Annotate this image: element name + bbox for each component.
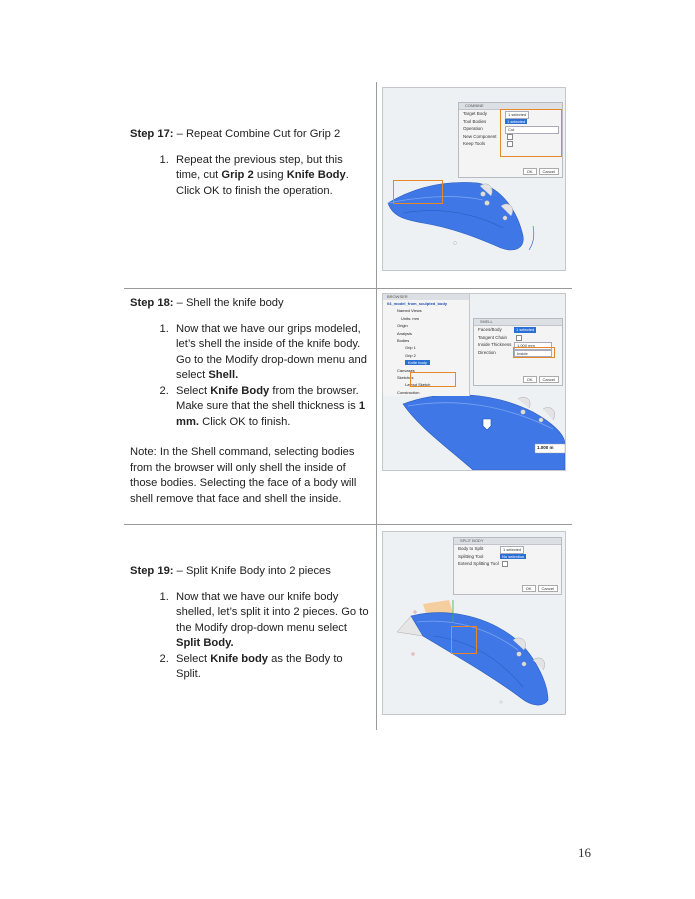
browser-item[interactable]: Grip 2 — [405, 352, 416, 358]
dialog-header: SHELL — [474, 319, 562, 326]
inside-thickness-row[interactable]: Inside Thickness 1.000 mm — [474, 341, 562, 349]
dialog-header: COMBINE — [459, 103, 562, 110]
row-divider — [124, 288, 572, 289]
step-instructions — [130, 590, 370, 683]
highlight-box — [410, 372, 456, 387]
step-label: Step 17: — [130, 128, 174, 140]
new-component-row[interactable]: New Component — [459, 133, 562, 141]
cancel-button[interactable]: Cancel — [539, 168, 559, 175]
dialog-buttons — [520, 585, 558, 592]
browser-item[interactable]: Named Views — [397, 308, 422, 314]
extend-splitting-tool-row[interactable]: Extend Splitting Tool — [454, 560, 561, 568]
step-title — [130, 564, 370, 580]
note-text: Note: In the Shell command, selecting bodies from the browser will only shell the inside of those bodies. Selecting the face of a body will shell remove that face and shell the inside. — [130, 446, 357, 505]
step-19-text — [130, 564, 370, 683]
keep-tools-row[interactable]: Keep Tools — [459, 140, 562, 148]
step-title — [130, 296, 370, 312]
highlight-box — [500, 109, 562, 157]
column-divider — [376, 82, 377, 730]
target-body-row[interactable]: Target Body 1 selected — [459, 110, 562, 118]
browser-item[interactable]: Bodies — [397, 337, 410, 343]
step-heading: – Split Knife Body into 2 pieces — [173, 565, 331, 577]
step-heading: – Repeat Combine Cut for Grip 2 — [173, 128, 341, 140]
checkbox-icon[interactable] — [516, 335, 522, 341]
browser-item[interactable]: Analysis — [397, 330, 412, 336]
ok-button[interactable]: OK — [523, 376, 537, 383]
instruction-item: 1. Repeat the previous step, but this time, cut Grip 2 using Knife Body. Click OK to finish the operation. — [172, 153, 370, 200]
browser-item[interactable]: Layout Sketch — [405, 382, 431, 388]
tool-bodies-row[interactable]: Tool Bodies 1 selected — [463, 118, 526, 124]
step-instructions — [130, 322, 370, 431]
browser-item[interactable]: Construction — [397, 389, 420, 395]
dialog-header: SPLIT BODY — [454, 538, 561, 545]
ok-button[interactable]: OK — [523, 168, 537, 175]
splitting-tool-row[interactable]: Splitting Tool No selection — [458, 553, 525, 559]
instruction-item: 1. Now that we have our knife body shelled, let’s split it into 2 pieces. Go to the Modify drop-down menu select Split Body. — [172, 590, 370, 652]
checkbox-icon[interactable] — [502, 561, 508, 567]
step-instructions — [130, 153, 370, 200]
step-18-text — [130, 296, 370, 507]
shell-screenshot — [382, 293, 566, 471]
browser-header: BROWSER — [383, 294, 469, 300]
instruction-item: 2. Select Knife body as the Body to Split. — [172, 652, 370, 683]
ok-button[interactable]: OK — [522, 585, 536, 592]
page-number: 16 — [578, 845, 591, 860]
browser-item-selected[interactable]: Knife body — [405, 360, 430, 365]
step-17-text — [130, 127, 370, 199]
instruction-item: 2. Select Knife Body from the browser. Make sure that the shell thickness is 1 mm. Click OK to finish. — [172, 384, 370, 431]
row-divider — [124, 524, 572, 525]
tangent-chain-row[interactable]: Tangent Chain — [474, 334, 562, 342]
split-body-dialog — [453, 537, 562, 595]
browser-root[interactable]: 04_model_from_sculpted_body — [387, 301, 448, 306]
browser-item[interactable]: Sketches — [397, 374, 414, 380]
instruction-item: 1. Now that we have our grips modeled, let’s shell the inside of the knife body. Go to the Modify drop-down menu and select Shell. — [172, 322, 370, 384]
dialog-buttons — [521, 376, 559, 383]
step-heading: – Shell the knife body — [173, 297, 284, 309]
step-label: Step 19: — [130, 565, 174, 577]
step-label: Step 18: — [130, 297, 174, 309]
highlight-box — [393, 180, 443, 204]
combine-screenshot — [382, 87, 566, 271]
dialog-buttons — [521, 168, 559, 175]
step-title — [130, 127, 370, 143]
faces-body-row[interactable]: Faces/Body 1 selected — [478, 327, 535, 332]
highlight-box — [513, 347, 555, 358]
dimension-label: 1.000 m — [537, 445, 554, 450]
cancel-button[interactable]: Cancel — [539, 376, 559, 383]
highlight-box — [451, 626, 477, 654]
direction-row[interactable]: Direction Inside — [474, 349, 562, 357]
body-to-split-row[interactable]: Body to Split 1 selected — [454, 545, 561, 553]
browser-item[interactable]: Grip 1 — [405, 345, 416, 351]
browser-item[interactable]: Origin — [397, 323, 408, 329]
browser-item[interactable]: Units: mm — [401, 315, 419, 321]
browser-item[interactable]: Canvases — [397, 367, 415, 373]
operation-row[interactable]: Operation Cut — [459, 125, 562, 133]
cancel-button[interactable]: Cancel — [538, 585, 558, 592]
split-body-screenshot — [382, 531, 566, 715]
